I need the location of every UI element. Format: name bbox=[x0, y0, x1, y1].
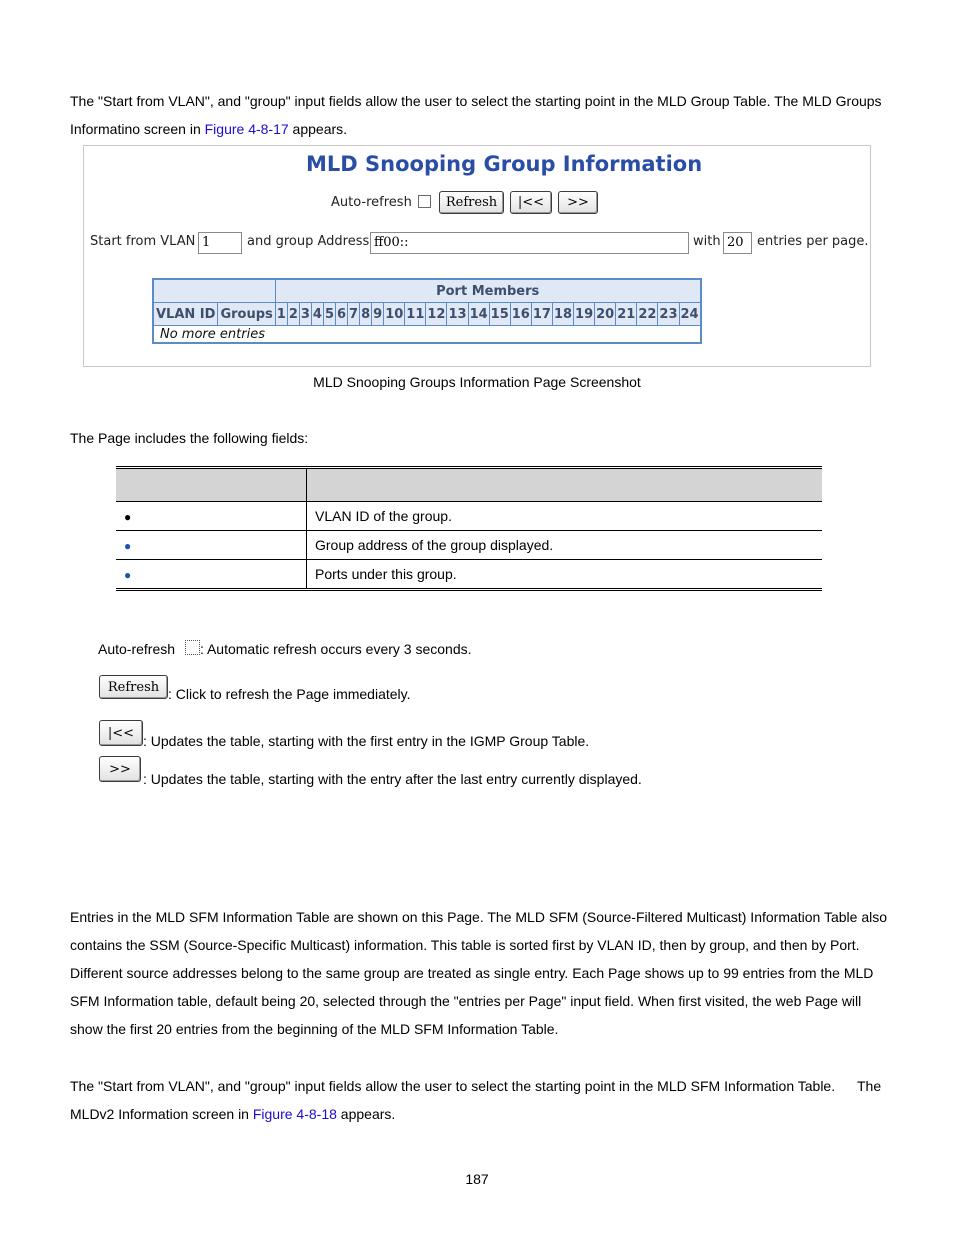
bullet-icon: ● bbox=[124, 568, 132, 582]
port-header: 22 bbox=[637, 303, 658, 326]
auto-refresh-checkbox[interactable] bbox=[418, 195, 431, 208]
field-description: Group address of the group displayed. bbox=[307, 531, 823, 560]
refresh-button[interactable]: Refresh bbox=[439, 191, 504, 214]
field-description: VLAN ID of the group. bbox=[307, 502, 823, 531]
no-entries-cell: No more entries bbox=[153, 326, 701, 344]
port-header: 15 bbox=[489, 303, 510, 326]
figure-caption: MLD Snooping Groups Information Page Screenshot bbox=[313, 374, 641, 390]
port-members-header: Port Members bbox=[275, 279, 700, 303]
port-header: 23 bbox=[658, 303, 679, 326]
with-label: with bbox=[693, 234, 721, 249]
next-desc: : Updates the table, starting with the entry after the last entry currently displayed. bbox=[143, 771, 642, 787]
sfm-line: SFM Information table, default being 20, selected through the "entries per Page" input field. When first visited, the web Page will bbox=[70, 993, 862, 1009]
sfm-p2-line-1: The "Start from VLAN", and "group" input fields allow the user to select the starting point in the MLD SFM Information Table. The bbox=[70, 1078, 882, 1094]
port-header: 1 bbox=[275, 303, 287, 326]
fields-intro: The Page includes the following fields: bbox=[70, 430, 309, 446]
sfm-paragraph-1 bbox=[70, 903, 890, 1043]
port-header: 13 bbox=[447, 303, 468, 326]
table-row bbox=[116, 560, 822, 590]
figure-link[interactable]: Figure 4-8-18 bbox=[252, 1106, 337, 1122]
sfm-line: Different source addresses belong to the same group are treated as single entry. Each Page shows up to 99 entries from the MLD bbox=[70, 965, 874, 981]
entries-per-page-label: entries per page. bbox=[757, 234, 869, 249]
vlan-input[interactable]: 1 bbox=[198, 232, 242, 254]
intro-line-1: The "Start from VLAN", and "group" input fields allow the user to select the starting point in the MLD Group Table. The MLD Groups bbox=[70, 93, 882, 109]
group-address-label: and group Address bbox=[247, 234, 370, 249]
table-row bbox=[116, 502, 822, 531]
port-header: 16 bbox=[510, 303, 531, 326]
port-header: 7 bbox=[348, 303, 360, 326]
port-header: 5 bbox=[323, 303, 335, 326]
port-header: 21 bbox=[616, 303, 637, 326]
port-header: 2 bbox=[287, 303, 299, 326]
port-header: 10 bbox=[384, 303, 405, 326]
port-header: 17 bbox=[531, 303, 552, 326]
sfm-line: contains the SSM (Source-Specific Multicast) information. This table is sorted first by VLAN ID, then by group, and then by Port. bbox=[70, 937, 860, 953]
checkbox-icon bbox=[185, 640, 200, 655]
page-number: 187 bbox=[465, 1171, 489, 1187]
bullet-icon: ● bbox=[124, 539, 132, 553]
port-header: 18 bbox=[552, 303, 573, 326]
first-button-sample: |<< bbox=[99, 720, 143, 746]
bullet-icon: ● bbox=[124, 510, 132, 524]
group-address-input[interactable]: ff00:: bbox=[370, 232, 689, 254]
next-page-button[interactable]: >> bbox=[558, 191, 598, 214]
port-header: 12 bbox=[426, 303, 447, 326]
auto-refresh-label: Auto-refresh bbox=[331, 195, 412, 210]
auto-refresh-desc: Auto-refresh : Automatic refresh occurs every 3 seconds. bbox=[98, 641, 472, 657]
sfm-p2-line-2: MLDv2 Information screen in Figure 4-8-18 appears. bbox=[70, 1106, 396, 1122]
port-header: 9 bbox=[372, 303, 384, 326]
figure-link[interactable]: Figure 4-8-17 bbox=[204, 121, 289, 137]
port-header: 3 bbox=[299, 303, 311, 326]
sfm-line: show the first 20 entries from the beginning of the MLD SFM Information Table. bbox=[70, 1021, 559, 1037]
refresh-button-sample: Refresh bbox=[99, 675, 168, 699]
table-row bbox=[116, 531, 822, 560]
empty-header bbox=[153, 279, 275, 303]
port-header: 24 bbox=[679, 303, 701, 326]
next-button-sample: >> bbox=[99, 756, 141, 782]
field-description: Ports under this group. bbox=[307, 560, 823, 590]
refresh-desc: : Click to refresh the Page immediately. bbox=[168, 686, 411, 702]
groups-header: Groups bbox=[218, 303, 275, 326]
port-header: 11 bbox=[405, 303, 426, 326]
start-from-vlan-label: Start from VLAN bbox=[90, 234, 196, 249]
fields-header-object bbox=[116, 468, 307, 502]
intro-line-2: Informatino screen in Figure 4-8-17 appears. bbox=[70, 121, 348, 137]
fields-header-description bbox=[307, 468, 823, 502]
port-header: 6 bbox=[336, 303, 348, 326]
intro-paragraph bbox=[70, 87, 890, 143]
port-header: 14 bbox=[468, 303, 489, 326]
figure-title: MLD Snooping Group Information bbox=[306, 152, 703, 176]
sfm-paragraph-2 bbox=[70, 1072, 890, 1128]
mld-group-screenshot bbox=[83, 145, 871, 367]
port-header: 8 bbox=[360, 303, 372, 326]
entries-input[interactable]: 20 bbox=[723, 232, 752, 254]
fields-table bbox=[116, 466, 822, 591]
port-header: 20 bbox=[595, 303, 616, 326]
vlan-id-header: VLAN ID bbox=[153, 303, 218, 326]
port-header: 4 bbox=[311, 303, 323, 326]
port-members-table bbox=[152, 278, 702, 344]
sfm-line: Entries in the MLD SFM Information Table are shown on this Page. The MLD SFM (Source-Filtered Multicast) Information Table also bbox=[70, 909, 888, 925]
port-header: 19 bbox=[574, 303, 595, 326]
first-desc: : Updates the table, starting with the first entry in the IGMP Group Table. bbox=[143, 733, 590, 749]
first-page-button[interactable]: |<< bbox=[510, 191, 552, 214]
